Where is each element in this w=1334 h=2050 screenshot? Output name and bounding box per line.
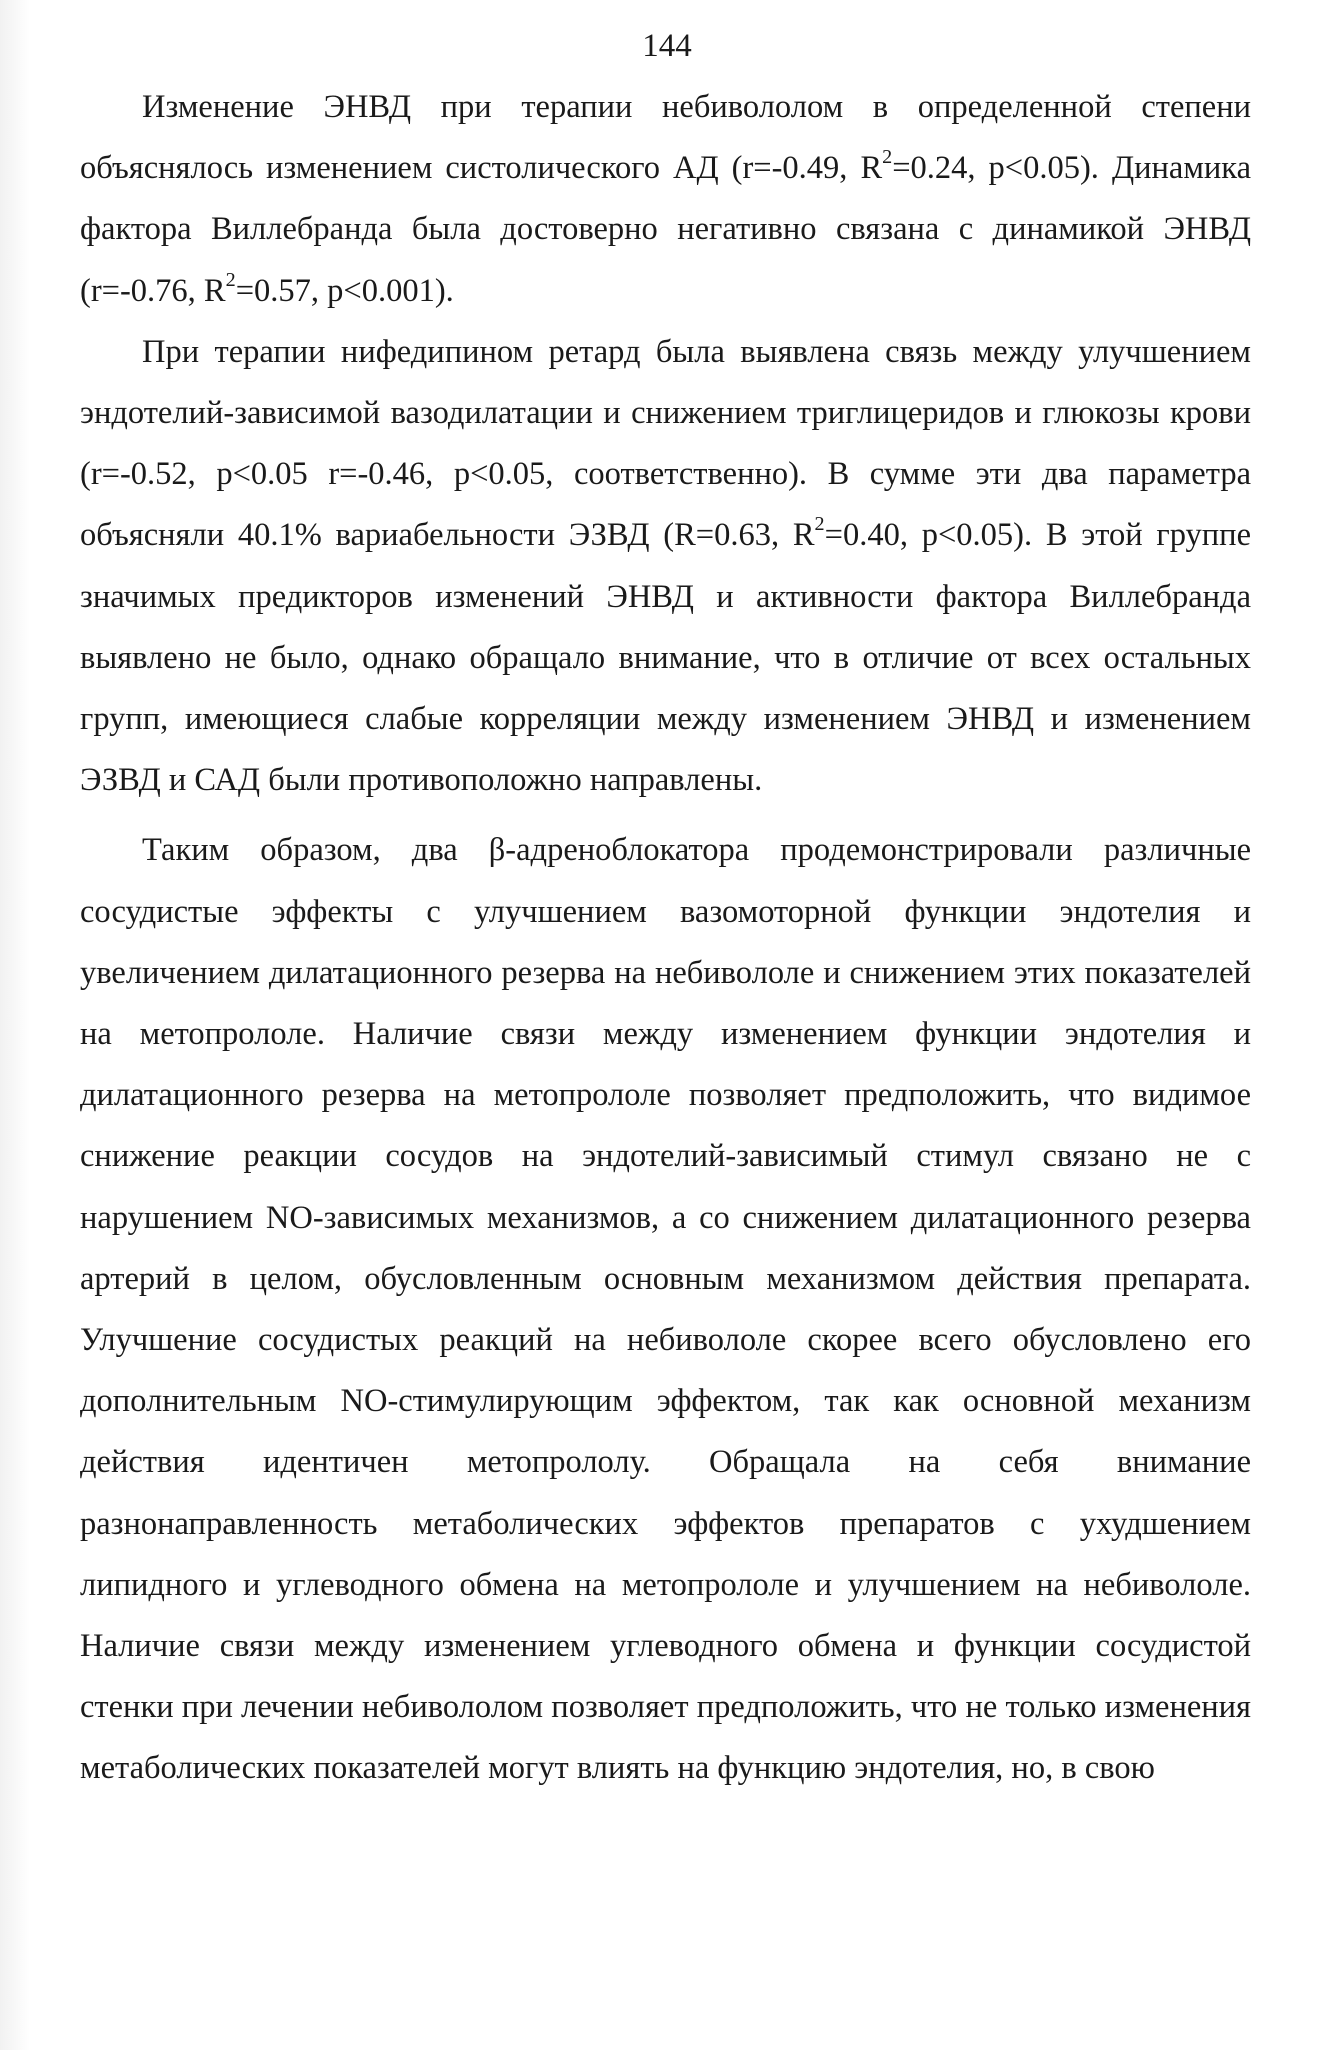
paragraph-text: =0.24, p<0.05). Динамика фактора Виллебранда была достоверно негативно связана с динамикой ЭНВД (r=-0.76, R	[80, 150, 1251, 309]
superscript: 2	[882, 146, 893, 169]
page-number: 144	[642, 28, 692, 64]
superscript: 2	[225, 268, 236, 291]
paragraph-nifedipine	[80, 322, 1251, 812]
paragraph-envd-nebivolol	[80, 77, 1251, 322]
paragraph-text: =0.40, p<0.05). В этой группе значимых предикторов изменений ЭНВД и активности фактора Виллебранда выявлено не было, однако обращало внимание, что в отличие от всех остальных групп, имеющиеся слабые корреляции между изменением ЭНВД и изменением ЭЗВД и САД были противоположно направлены.	[80, 517, 1252, 799]
scan-shadow-edge	[0, 0, 30, 2050]
paragraph-text: =0.57, p<0.001).	[235, 272, 454, 309]
paragraph-text: При терапии нифедипином ретард была выявлена связь между улучшением эндотелий-зависимой вазодилатации и снижением триглицеридов и глюкозы крови (r=-0.52, p<0.05 r=-0.46, p<0.05, соответственно). В сумме эти два параметра объясняли 40.1% вариабельности ЭЗВД (R=0.63, R	[80, 333, 1251, 554]
superscript: 2	[814, 513, 825, 536]
document-body	[80, 77, 1251, 1800]
paragraph-text: Изменение ЭНВД при терапии небивололом в определенной степени объяснялось изменением систолического АД (r=-0.49, R	[80, 89, 1251, 187]
paragraph-conclusion	[80, 820, 1251, 1799]
paragraph-text: Таким образом, два β-адреноблокатора продемонстрировали различные сосудистые эффекты с улучшением вазомоторной функции эндотелия и увеличением дилатационного резерва на небивололе и снижением этих показателей на метопрололе. Наличие связи между изменением функции эндотелия и дилатационного резерва на метопрололе позволяет предположить, что видимое снижение реакции сосудов на эндотелий-зависимый стимул связано не с нарушением NO-зависимых механизмов, а со снижением дилатационного резерва артерий в целом, обусловленным основным механизмом действия препарата. Улучшение сосудистых реакций на небивололе скорее всего обусловлено его дополнительным NO-стимулирующим эффектом, так как основной механизм действия идентичен метопрололу. Обращала на себя внимание разнонаправленность метаболических эффектов препаратов с ухудшением липидного и углеводного обмена на метопрололе и улучшением на небивололе. Наличие связи между изменением углеводного обмена и функции сосудистой стенки при лечении небивололом позволяет предположить, что не только изменения метаболических показателей могут влиять на функцию эндотелия, но, в свою	[80, 832, 1251, 1787]
